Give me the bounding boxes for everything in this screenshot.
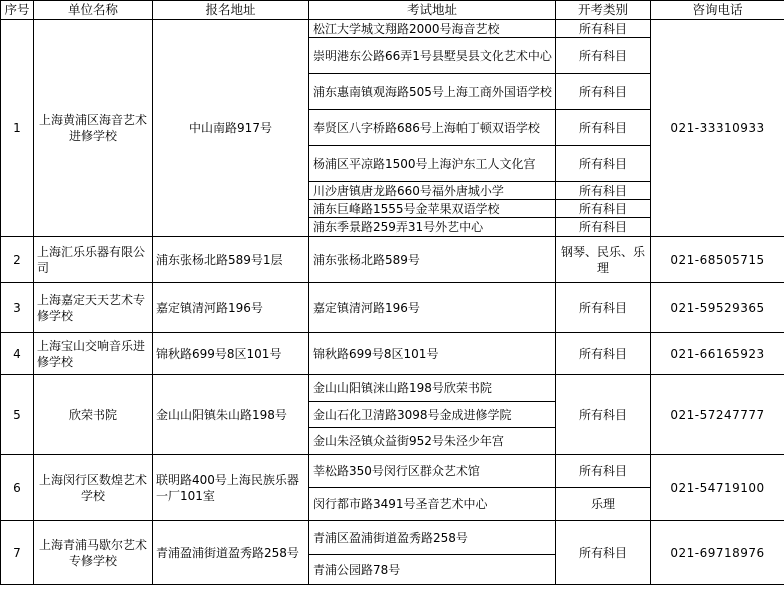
exam-address: 金山朱泾镇众益街952号朱泾少年宫 xyxy=(309,428,556,455)
exam-category: 所有科目 xyxy=(556,218,651,237)
exam-category: 所有科目 xyxy=(556,38,651,74)
header-phone: 咨询电话 xyxy=(651,1,784,20)
phone-number: 021-69718976 xyxy=(651,521,784,585)
header-exam-category: 开考类别 xyxy=(556,1,651,20)
exam-category: 所有科目 xyxy=(556,146,651,182)
exam-address: 嘉定镇清河路196号 xyxy=(309,283,556,333)
unit-name: 上海宝山交响音乐进修学校 xyxy=(34,333,153,375)
exam-address: 青浦区盈浦街道盈秀路258号 xyxy=(309,521,556,555)
phone-number: 021-33310933 xyxy=(651,20,784,237)
row-index: 6 xyxy=(1,455,34,521)
registration-address: 青浦盈浦街道盈秀路258号 xyxy=(153,521,309,585)
exam-category: 钢琴、民乐、乐理 xyxy=(556,237,651,283)
exam-address: 崇明港东公路66弄1号县墅昊县文化艺术中心 xyxy=(309,38,556,74)
exam-address: 浦东张杨北路589号 xyxy=(309,237,556,283)
registration-address: 金山山阳镇朱山路198号 xyxy=(153,375,309,455)
unit-name: 上海嘉定天天艺术专修学校 xyxy=(34,283,153,333)
exam-address: 松江大学城文翔路2000号海音艺校 xyxy=(309,20,556,38)
registration-address: 联明路400号上海民族乐器一厂101室 xyxy=(153,455,309,521)
row-index: 3 xyxy=(1,283,34,333)
exam-category: 所有科目 xyxy=(556,375,651,455)
unit-name: 上海汇乐乐器有限公司 xyxy=(34,237,153,283)
table-header-row xyxy=(1,1,784,20)
exam-address: 金山山阳镇涞山路198号欣荣书院 xyxy=(309,375,556,402)
unit-name: 上海闵行区数煌艺术学校 xyxy=(34,455,153,521)
phone-number: 021-54719100 xyxy=(651,455,784,521)
phone-number: 021-59529365 xyxy=(651,283,784,333)
exam-address: 浦东惠南镇观海路505号上海工商外国语学校 xyxy=(309,74,556,110)
table-row xyxy=(1,455,784,488)
exam-category: 所有科目 xyxy=(556,333,651,375)
row-index: 4 xyxy=(1,333,34,375)
registration-address: 锦秋路699号8区101号 xyxy=(153,333,309,375)
exam-category: 所有科目 xyxy=(556,182,651,200)
exam-address: 奉贤区八字桥路686号上海帕丁顿双语学校 xyxy=(309,110,556,146)
row-index: 5 xyxy=(1,375,34,455)
table-row xyxy=(1,375,784,402)
row-index: 2 xyxy=(1,237,34,283)
phone-number: 021-66165923 xyxy=(651,333,784,375)
phone-number: 021-68505715 xyxy=(651,237,784,283)
exam-address: 莘松路350号闵行区群众艺术馆 xyxy=(309,455,556,488)
header-exam-address: 考试地址 xyxy=(309,1,556,20)
table-row xyxy=(1,521,784,555)
table-row xyxy=(1,333,784,375)
registration-address: 嘉定镇清河路196号 xyxy=(153,283,309,333)
header-unit-name: 单位名称 xyxy=(34,1,153,20)
exam-category: 所有科目 xyxy=(556,455,651,488)
exam-address: 闵行都市路3491号圣音艺术中心 xyxy=(309,488,556,521)
registration-address: 浦东张杨北路589号1层 xyxy=(153,237,309,283)
table-row xyxy=(1,237,784,283)
exam-address: 杨浦区平凉路1500号上海沪东工人文化宫 xyxy=(309,146,556,182)
exam-address: 浦东季景路259弄31号外艺中心 xyxy=(309,218,556,237)
exam-address: 青浦公园路78号 xyxy=(309,555,556,585)
exam-address: 浦东巨峰路1555号金苹果双语学校 xyxy=(309,200,556,218)
exam-category: 乐理 xyxy=(556,488,651,521)
phone-number: 021-57247777 xyxy=(651,375,784,455)
row-index: 7 xyxy=(1,521,34,585)
registration-address: 中山南路917号 xyxy=(153,20,309,237)
exam-category: 所有科目 xyxy=(556,20,651,38)
exam-category: 所有科目 xyxy=(556,74,651,110)
unit-name: 上海黄浦区海音艺术进修学校 xyxy=(34,20,153,237)
unit-name: 欣荣书院 xyxy=(34,375,153,455)
row-index: 1 xyxy=(1,20,34,237)
exam-address: 锦秋路699号8区101号 xyxy=(309,333,556,375)
exam-address: 川沙唐镇唐龙路660号福外唐城小学 xyxy=(309,182,556,200)
header-index: 序号 xyxy=(1,1,34,20)
exam-category: 所有科目 xyxy=(556,200,651,218)
table-row xyxy=(1,20,784,38)
table-row xyxy=(1,283,784,333)
header-registration-address: 报名地址 xyxy=(153,1,309,20)
exam-address: 金山石化卫清路3098号金成进修学院 xyxy=(309,402,556,428)
unit-name: 上海青浦马歇尔艺术专修学校 xyxy=(34,521,153,585)
exam-category: 所有科目 xyxy=(556,283,651,333)
exam-category: 所有科目 xyxy=(556,521,651,585)
exam-category: 所有科目 xyxy=(556,110,651,146)
